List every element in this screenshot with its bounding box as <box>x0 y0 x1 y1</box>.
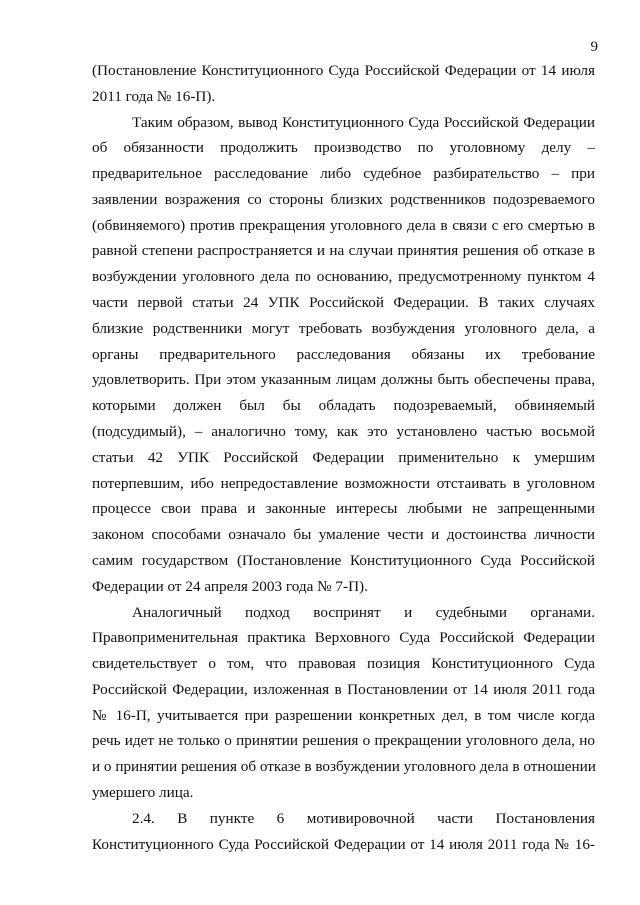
paragraph <box>92 806 595 858</box>
paragraph <box>92 110 595 600</box>
text-line: 2011 года № 16-П). <box>92 87 216 105</box>
text-line: которыми должен был бы обладать подозреваемый, обвиняемый <box>92 397 595 415</box>
text-line: близкие родственники могут требовать возбуждения уголовного дела, а <box>92 319 595 337</box>
text-line: процессе свои права и законные интересы любыми не запрещенными <box>92 500 595 518</box>
text-line: равной степени распространяется и на случаи принятия решения об отказе в <box>92 242 595 260</box>
text-line: Таким образом, вывод Конституционного Суда Российской Федерации <box>132 113 595 131</box>
text-line: (обвиняемого) против прекращения уголовного дела в связи с его смертью в <box>92 216 595 234</box>
text-line: Конституционного Суда Российской Федерации от 14 июля 2011 года № 16- <box>92 835 595 853</box>
text-line: статьи 42 УПК Российской Федерации применительно к умершим <box>92 448 595 466</box>
text-line: (Постановление Конституционного Суда Российской Федерации от 14 июля <box>92 62 595 79</box>
text-line: заявлении возражения со стороны близких родственников подозреваемого <box>92 190 595 208</box>
text-line: речь идет не только о принятии решения о прекращении уголовного дела, но <box>92 732 595 750</box>
text-line: Аналогичный подход воспринят и судебными органами. <box>132 603 595 621</box>
text-line: законом способами означало бы умаление чести и достоинства личности <box>92 526 595 544</box>
text-line: умершего лица. <box>92 784 194 802</box>
text-line: удовлетворить. При этом указанным лицам должны быть обеспечены права, <box>92 371 595 389</box>
text-line: самим государством (Постановление Конституционного Суда Российской <box>92 552 595 570</box>
text-line: части первой статьи 24 УПК Российской Федерации. В таких случаях <box>92 294 595 312</box>
text-line: Правоприменительная практика Верховного Суда Российской Федерации <box>92 629 595 647</box>
text-line: Российской Федерации, изложенная в Постановлении от 14 июля 2011 года <box>92 680 595 698</box>
text-line: 2.4. В пункте 6 мотивировочной части Постановления <box>132 810 595 827</box>
text-line: свидетельствует о том, что правовая позиция Конституционного Суда <box>92 655 595 673</box>
text-line: об обязанности продолжить производство по уголовному делу – <box>92 139 595 157</box>
page-number: 9 <box>590 39 598 55</box>
text-line: № 16-П, учитывается при разрешении конкретных дел, в том числе когда <box>92 706 595 724</box>
text-line: (подсудимый), – аналогично тому, как это установлено частью восьмой <box>92 423 595 441</box>
paragraph <box>92 600 595 806</box>
text-line: органы предварительного расследования обязаны их требование <box>92 345 595 363</box>
text-line: и о принятии решения об отказе в возбуждении уголовного дела в отношении <box>92 758 596 776</box>
text-line: Федерации от 24 апреля 2003 года № 7-П). <box>92 577 368 595</box>
paragraph-continuation <box>92 58 595 110</box>
text-line: потерпевшим, ибо непредоставление возможности отстаивать в уголовном <box>92 474 595 492</box>
text-line: предварительное расследование либо судебное разбирательство – при <box>92 165 595 183</box>
text-line: возбуждении уголовного дела по основанию, предусмотренному пунктом 4 <box>92 268 595 286</box>
